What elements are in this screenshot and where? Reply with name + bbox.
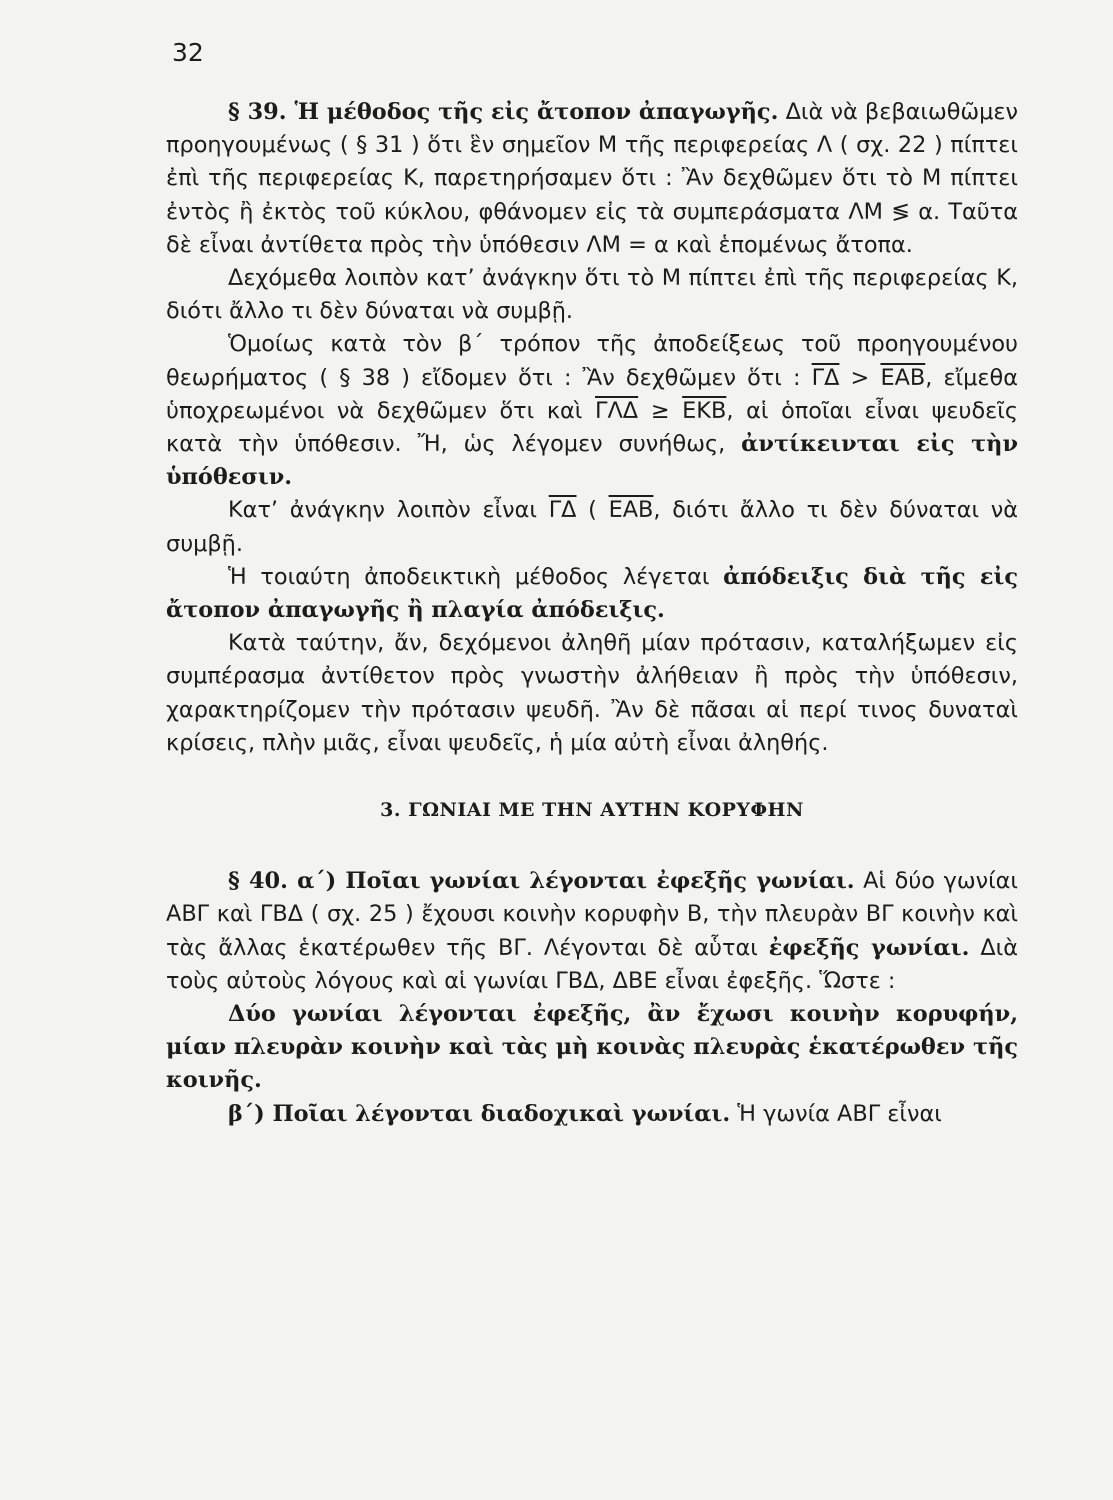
section-39-paragraph bbox=[166, 96, 1018, 262]
text-run: > bbox=[839, 364, 881, 391]
section-40-title: § 40. α΄) Ποῖαι γωνίαι λέγονται ἐφεξῆς γωνίαι. bbox=[228, 868, 855, 895]
adjacent-angles-definition: Δύο γωνίαι λέγονται ἐφεξῆς, ἂν ἔχωσι κοινὴν κορυφήν, μίαν πλευρὰν κοινὴν καὶ τὰς μὴ κοινὰς πλευρὰς ἑκατέρωθεν τῆς κοινῆς. bbox=[166, 1001, 1018, 1094]
paragraph-similarly bbox=[166, 328, 1018, 494]
arc-eab: $\overline{EAB}$ bbox=[880, 364, 926, 391]
chapter-3-heading: 3. ΓΩΝΙΑΙ ΜΕ ΤΗΝ ΑΥΤΗΝ ΚΟΡΥΦΗΝ bbox=[380, 799, 804, 822]
page-number: 32 bbox=[172, 38, 204, 67]
arc-eab-2: $\overline{EAB}$ bbox=[608, 497, 654, 524]
section-39-text: Διὰ νὰ βεβαιωθῶμεν προηγουμένως ( § 31 ) ὅτι ἓν σημεῖον Μ τῆς περιφερείας Λ ( σχ. 22 ) πίπτει ἐπὶ τῆς περιφερείας Κ, παρετηρήσαμεν ὅτι : Ἂν δεχθῶμεν ὅτι τὸ Μ πίπτει ἐντὸς ἢ ἐκτὸς τοῦ κύκλου, φθάνομεν εἰς τὰ συμπεράσματα ΛΜ ≶ α. Ταῦτα δὲ εἶναι ἀντίθετα πρὸς τὴν ὑπόθεσιν ΛΜ = α καὶ ἑπομένως ἄτοπα. bbox=[166, 99, 1019, 258]
text-run: Διὰ τοὺς αὐτοὺς λόγους καὶ αἱ γωνίαι ΓΒΔ, ΔΒΕ εἶναι ἐφεξῆς. Ὥστε : bbox=[166, 934, 1018, 994]
contradiction-term: ἀντίκεινται εἰς τὴν ὑπόθεσιν. bbox=[166, 431, 1018, 491]
paragraph-conclusion: Δεχόμεθα λοιπὸν κατ’ ἀνάγκην ὅτι τὸ Μ πίπτει ἐπὶ τῆς περιφερείας Κ, διότι ἄλλο τι δὲν δύναται νὰ συμβῇ. bbox=[166, 265, 1018, 325]
section-40-paragraph bbox=[166, 865, 1018, 998]
text-run: , διότι ἄλλο τι δὲν δύναται νὰ συμβῇ. bbox=[166, 497, 1018, 557]
arc-gd: $\overline{\Gamma\Delta}$ bbox=[811, 364, 840, 391]
text-run: Ὁμοίως κατὰ τὸν β΄ τρόπον τῆς ἀποδείξεως τοῦ προηγουμένου θεωρήματος ( § 38 ) εἴδομεν ὅτι : Ἂν δεχθῶμεν ὅτι : bbox=[166, 331, 1018, 391]
section-39-title: § 39. Ἡ μέθοδος τῆς εἰς ἄτοπον ἀπαγωγῆς. bbox=[228, 99, 779, 125]
arc-ekb: $\overline{EKB}$ bbox=[682, 397, 727, 424]
page-body bbox=[166, 96, 1018, 1131]
section-40b-paragraph bbox=[166, 1098, 1018, 1131]
text-run: , αἱ ὁποῖαι εἶναι ψευδεῖς κατὰ τὴν ὑπόθεσιν. Ἤ, ὡς λέγομεν συνήθως, bbox=[166, 397, 1018, 458]
text-run: , εἴμεθα ὑποχρεωμένοι νὰ δεχθῶμεν ὅτι καὶ bbox=[166, 364, 1018, 424]
text-run: ≥ bbox=[638, 397, 683, 424]
paragraph-method-name bbox=[166, 561, 1018, 627]
text-run: Ἡ τοιαύτη ἀποδεικτικὴ μέθοδος λέγεται bbox=[228, 563, 724, 590]
paragraph-method-explanation: Κατὰ ταύτην, ἄν, δεχόμενοι ἀληθῆ μίαν πρότασιν, καταλήξωμεν εἰς συμπέρασμα ἀντίθετον πρὸς γνωστὴν ἀλήθειαν ἢ πρὸς τὴν ὑπόθεσιν, χαρακτηρίζομεν τὴν πρότασιν ψευδῆ. Ἂν δὲ πᾶσαι αἱ περί τινος δυναταὶ κρίσεις, πλὴν μιᾶς, εἶναι ψευδεῖς, ἡ μία αὐτὴ εἶναι ἀληθής. bbox=[166, 630, 1018, 756]
adjacent-angles-term: ἐφεξῆς γωνίαι. bbox=[768, 934, 970, 961]
arc-gld: $\overline{\Gamma\Lambda\Delta}$ bbox=[595, 397, 639, 424]
text-run: Ἡ γωνία ΑΒΓ εἶναι bbox=[730, 1100, 942, 1127]
paragraph-necessity bbox=[166, 494, 1018, 560]
text-run: Αἱ δύο γωνίαι ΑΒΓ καὶ ΓΒΔ ( σχ. 25 ) ἔχουσι κοινὴν κορυφὴν Β, τὴν πλευρὰν ΒΓ κοινὴν καὶ τὰς ἄλλας ἑκατέρωθεν τῆς ΒΓ. Λέγονται δὲ αὗται bbox=[166, 868, 1018, 961]
text-run: ( bbox=[576, 497, 609, 524]
method-term: ἀπόδειξις διὰ τῆς εἰς ἄτοπον ἀπαγωγῆς ἢ πλαγία ἀπόδειξις. bbox=[166, 563, 1019, 624]
section-40b-title: β΄) Ποῖαι λέγονται διαδοχικαὶ γωνίαι. bbox=[228, 1100, 731, 1127]
text-run: Κατ’ ἀνάγκην λοιπὸν εἶναι bbox=[228, 497, 549, 524]
arc-gd-2: $\overline{\Gamma\Delta}$ bbox=[548, 497, 577, 524]
